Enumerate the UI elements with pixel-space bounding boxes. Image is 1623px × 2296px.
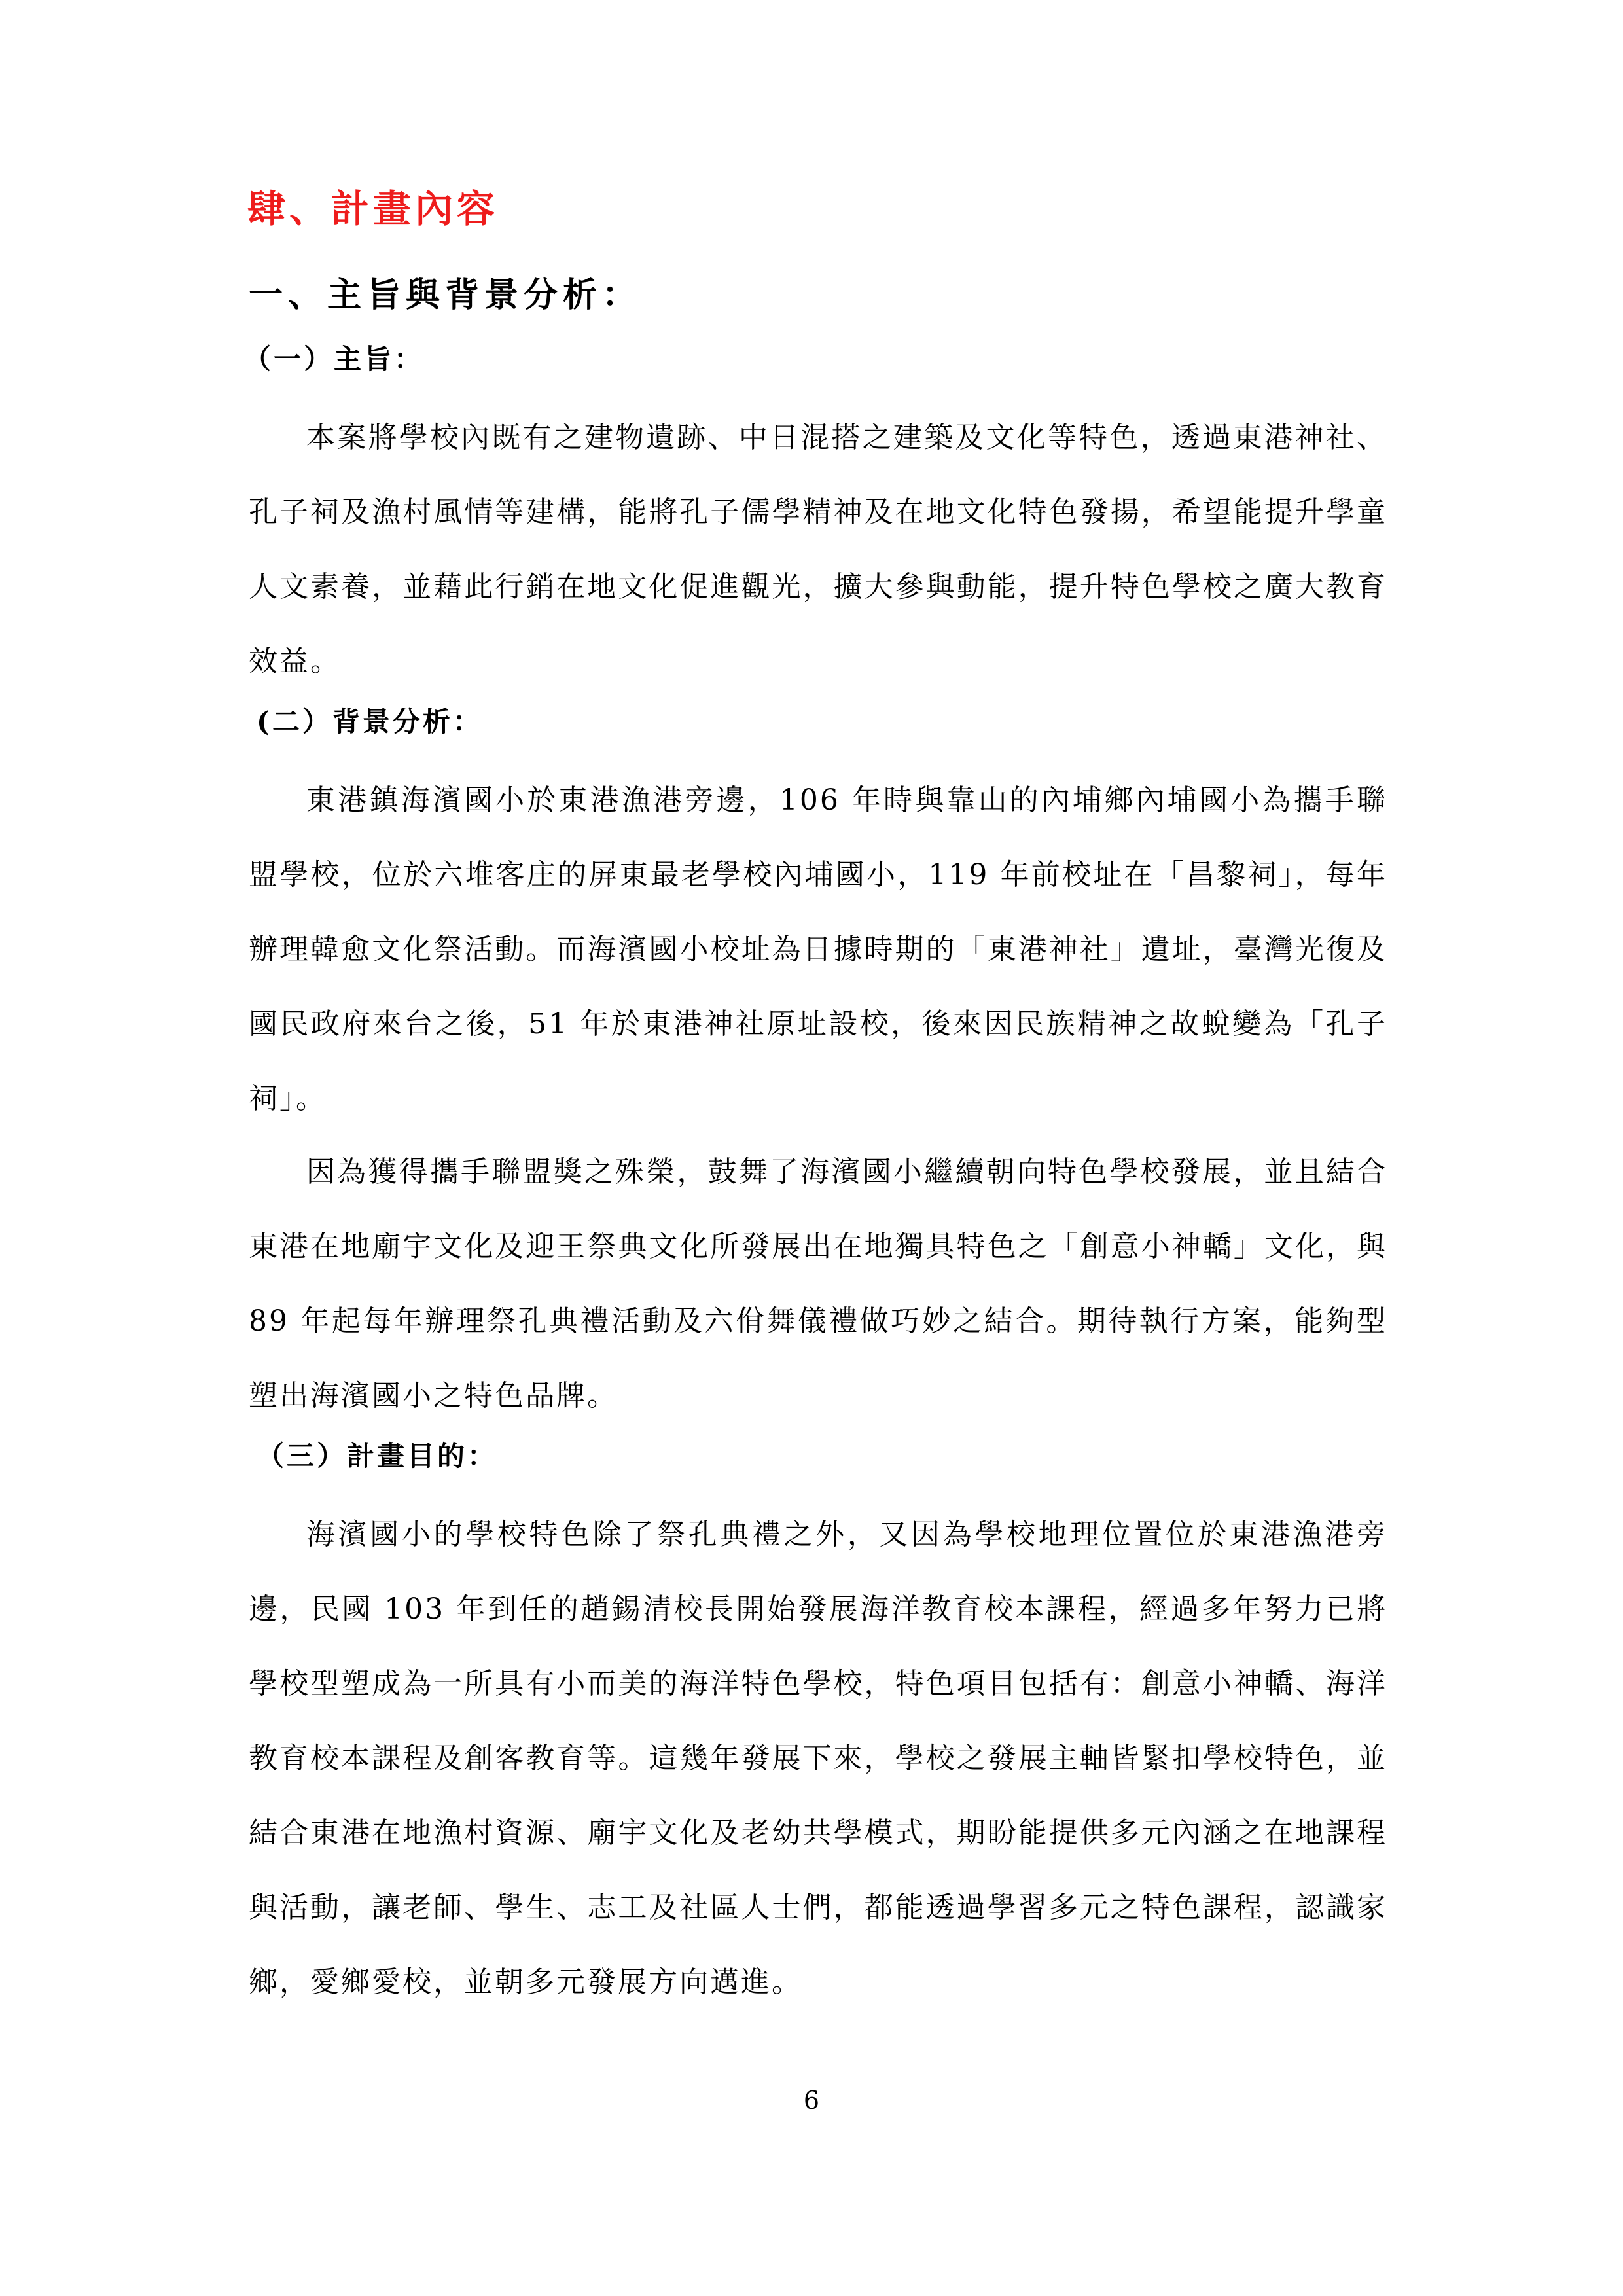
objective-paragraph: 海濱國小的學校特色除了祭孔典禮之外，又因為學校地理位置位於東港漁港旁邊，民國 103 年到任的趙錫清校長開始發展海洋教育校本課程，經過多年努力已將學校型塑成為一所具有小而美的海洋特色學校，特色項目包括有：創意小神轎、海洋教育校本課程及創客教育等。這幾年發展下來，學校之發展主軸皆緊扣學校特色，並結合東港在地漁村資源、廟宇文化及老幼共學模式，期盼能提供多元內涵之在地課程與活動，讓老師、學生、志工及社區人士們，都能透過學習多元之特色課程，認識家鄉，愛鄉愛校，並朝多元發展方向邁進。 (249, 1518, 1387, 1999)
background-paragraph-2: 因為獲得攜手聯盟獎之殊榮，鼓舞了海濱國小繼續朝向特色學校發展，並且結合東港在地廟宇文化及迎王祭典文化所發展出在地獨具特色之「創意小神轎」文化，與 89 年起每年辦理祭孔典禮活動及六佾舞儀禮做巧妙之結合。期待執行方案，能夠型塑出海濱國小之特色品牌。 (249, 1155, 1387, 1412)
background-paragraph-1: 東港鎮海濱國小於東港漁港旁邊，106 年時與靠山的內埔鄉內埔國小為攜手聯盟學校，位於六堆客庄的屏東最老學校內埔國小，119 年前校址在「昌黎祠」，每年辦理韓愈文化祭活動。而海濱國小校址為日據時期的「東港神社」遺址，臺灣光復及國民政府來台之後，51 年於東港神社原址設校，後來因民族精神之故蛻變為「孔子祠」。 (249, 783, 1387, 1115)
main-heading: 肆、計畫內容 (247, 187, 499, 231)
purpose-heading: （一）主旨： (243, 343, 425, 375)
objective-heading: （三）計畫目的： (257, 1440, 498, 1472)
background-heading: (二）背景分析： (257, 706, 483, 738)
purpose-paragraph: 本案將學校內既有之建物遺跡、中日混搭之建築及文化等特色，透過東港神社、孔子祠及漁村風情等建構，能將孔子儒學精神及在地文化特色發揚，希望能提升學童人文素養，並藉此行銷在地文化促進觀光，擴大參與動能，提升特色學校之廣大教育效益。 (249, 421, 1387, 678)
page-number: 6 (803, 2086, 820, 2115)
section-title: 一、主旨與背景分析： (249, 275, 642, 315)
